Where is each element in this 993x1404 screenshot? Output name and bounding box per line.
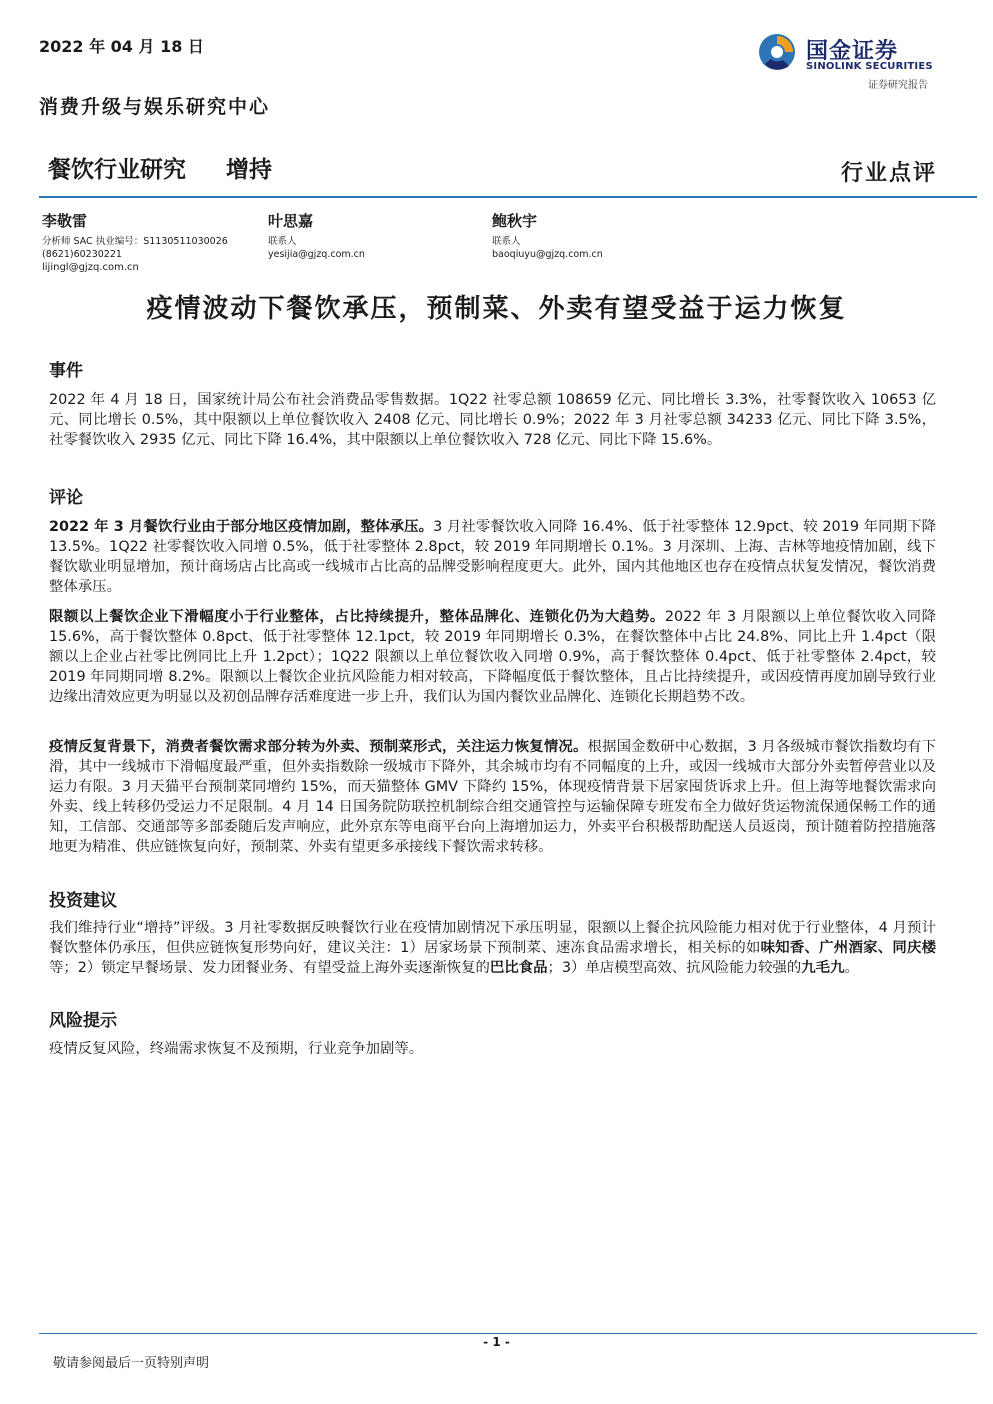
author-name: 叶思嘉 bbox=[268, 212, 314, 230]
invest-text: 我们维持行业“增持”评级。3 月社零数据反映餐饮行业在疫情加剧情况下承压明显，限额以上餐企抗风险能力相对优于行业整体，4 月预计餐饮整体仍承压，但供应链恢复形势向好，建议关注：1）居家场景下预制菜、速冻食品需求增长，相关标的如 bbox=[49, 920, 936, 956]
author-block bbox=[492, 210, 603, 261]
section-heading-risk: 风险提示 bbox=[49, 1011, 117, 1031]
risk-paragraph: 疫情反复风险，终端需求恢复不及预期，行业竞争加剧等。 bbox=[49, 1041, 424, 1057]
comment-1-body: 3 月社零餐饮收入同降 16.4%、低于社零整体 12.9pct、较 2019 年同期下降 13.5%。1Q22 社零餐饮收入同增 0.5%，低于社零整体 2.8pct，较 2019 年同期增长 0.1%。3 月深圳、上海、吉林等地疫情加剧，线下餐饮歇业明显增加，预计商场店占比高或一线城市占比高的品牌受影响程度更大。此外，国内其他地区也存在疫情点状复发情况，餐饮消费整体承压。 bbox=[49, 519, 936, 595]
event-paragraph: 2022 年 4 月 18 日，国家统计局公布社会消费品零售数据。1Q22 社零总额 108659 亿元、同比增长 3.3%，社零餐饮收入 10653 亿元、同比增长 0.5%，其中限额以上单位餐饮收入 2408 亿元、同比增长 0.9%；2022 年 3 月社零总额 34233 亿元、同比下降 3.5%，社零餐饮收入 2935 亿元、同比下降 16.4%，其中限额以上单位餐饮收入 728 亿元、同比下降 15.6%。 bbox=[49, 392, 936, 448]
invest-text: ；3）单店模型高效、抗风险能力较强的 bbox=[547, 960, 802, 976]
author-block bbox=[268, 210, 365, 261]
invest-stock-highlight: 味知香、广州酒家、同庆楼 bbox=[760, 940, 936, 956]
comment-paragraph-1 bbox=[49, 517, 936, 597]
author-credential: 分析师 SAC 执业编号：S1130511030026 bbox=[42, 236, 228, 247]
logo-subtitle: 证券研究报告 bbox=[868, 80, 928, 91]
footer-divider bbox=[39, 1333, 977, 1334]
author-phone: (8621)60230221 bbox=[42, 249, 122, 260]
invest-text: 等；2）锁定早餐场景、发力团餐业务、有望受益上海外卖逐渐恢复的 bbox=[49, 960, 490, 976]
logo-text-cn: 国金证券 bbox=[806, 39, 899, 64]
author-role: 联系人 bbox=[492, 236, 521, 247]
report-title: 疫情波动下餐饮承压，预制菜、外卖有望受益于运力恢复 bbox=[146, 294, 847, 324]
report-type: 行业点评 bbox=[840, 160, 937, 186]
invest-text: 。 bbox=[844, 960, 859, 976]
logo-text-en: SINOLINK SECURITIES bbox=[806, 61, 933, 72]
author-email: yesijia@gjzq.com.cn bbox=[268, 249, 365, 260]
author-name: 李敬雷 bbox=[42, 212, 88, 230]
comment-paragraph-2 bbox=[49, 607, 936, 707]
invest-stock-highlight: 九毛九 bbox=[801, 960, 845, 976]
author-block bbox=[42, 210, 228, 274]
section-heading-event: 事件 bbox=[49, 361, 83, 381]
rating-label: 增持 bbox=[226, 157, 272, 183]
author-name: 鲍秋宇 bbox=[492, 212, 538, 230]
report-date: 2022 年 04 月 18 日 bbox=[39, 37, 204, 56]
page-number: - 1 - bbox=[483, 1335, 510, 1349]
footer-disclaimer: 敬请参阅最后一页特别声明 bbox=[53, 1356, 210, 1371]
comment-1-lead: 2022 年 3 月餐饮行业由于部分地区疫情加剧，整体承压。 bbox=[49, 519, 434, 535]
author-role: 联系人 bbox=[268, 236, 297, 247]
section-heading-comment: 评论 bbox=[49, 488, 83, 508]
header-divider bbox=[39, 196, 977, 198]
invest-stock-highlight: 巴比食品 bbox=[489, 960, 548, 976]
comment-2-body: 2022 年 3 月限额以上单位餐饮收入同降 15.6%，高于餐饮整体 0.8pct、低于社零整体 12.1pct，较 2019 年同期增长 0.3%，在餐饮整体中占比 24.8%、同比上升 1.4pct（限额以上企业占社零比例同比上升 1.2pct）；1Q22 限额以上单位餐饮收入同增 0.9%，高于餐饮整体 0.4pct、低于社零整体 2.4pct，较 2019 年同期同增 8.2%。限额以上餐饮企业抗风险能力相对较高，下降幅度低于餐饮整体，且占比持续提升，或因疫情再度加剧导致行业边缘出清效应更为明显以及初创品牌存活难度进一步上升，我们认为国内餐饮业品牌化、连锁化长期趋势不改。 bbox=[49, 609, 936, 705]
author-email: baoqiuyu@gjzq.com.cn bbox=[492, 249, 603, 260]
comment-3-lead: 疫情反复背景下，消费者餐饮需求部分转为外卖、预制菜形式，关注运力恢复情况。 bbox=[49, 739, 588, 755]
author-email: lijingl@gjzq.com.cn bbox=[42, 262, 139, 273]
research-center: 消费升级与娱乐研究中心 bbox=[39, 96, 271, 118]
industry-label: 餐饮行业研究 bbox=[48, 157, 186, 183]
invest-paragraph bbox=[49, 918, 936, 978]
comment-3-body: 根据国金数研中心数据，3 月各级城市餐饮指数均有下滑，其中一线城市下滑幅度最严重，但外卖指数除一级城市下降外，其余城市均有不同幅度的上升，或因一线城市大部分外卖暂停营业以及运力有限。3 月天猫平台预制菜同增约 15%，而天猫整体 GMV 下降约 15%，体现疫情背景下居家囤货诉求上升。但上海等地餐饮需求向外卖、线上转移仍受运力不足限制。4 月 14 日国务院防联控机制综合组交通管控与运输保障专班发布全力做好货运物流保通保畅工作的通知，工信部、交通部等多部委随后发声响应，此外京东等电商平台向上海增加运力，外卖平台积极帮助配送人员返岗，预计随着防控措施落地更为精准、供应链恢复向好，预制菜、外卖有望更多承接线下餐饮需求转移。 bbox=[49, 739, 936, 855]
comment-paragraph-3 bbox=[49, 737, 936, 857]
comment-2-lead: 限额以上餐饮企业下滑幅度小于行业整体，占比持续提升，整体品牌化、连锁化仍为大趋势。 bbox=[49, 609, 665, 625]
section-heading-invest: 投资建议 bbox=[49, 891, 117, 911]
